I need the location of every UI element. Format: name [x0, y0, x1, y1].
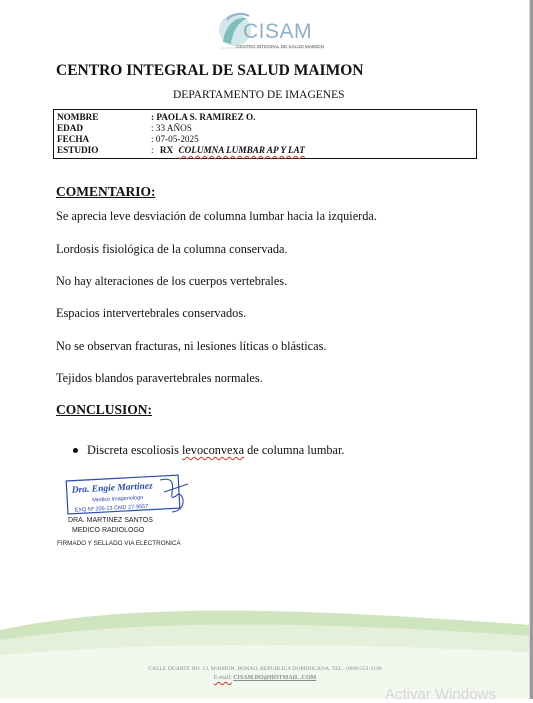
bullet-icon	[73, 448, 78, 453]
comentario-heading: COMENTARIO:	[56, 184, 156, 199]
footer-email[interactable]: CISAM.DO@HOTMAIL .COM	[233, 675, 317, 681]
nombre-value: : PAOLA S. RAMIREZ O.	[151, 112, 256, 122]
stamp-name: Dra. Engie Martinez	[71, 481, 153, 496]
windows-activation-watermark: Activar Windows	[385, 686, 496, 703]
stamp-exq: EXQ Nº 206-13 CMD 27-9557	[74, 503, 149, 514]
stamp-role: Medico Imagenologo	[92, 494, 144, 504]
footer-email-line	[0, 675, 530, 681]
fecha-value: : 07-05-2025	[151, 134, 199, 144]
doctor-name: DRA. MARTINEZ SANTOS	[68, 517, 153, 524]
footer-email-prefix: E-mail:	[213, 675, 232, 681]
signature-scribble-icon	[160, 479, 188, 512]
nombre-label: NOMBRE	[57, 112, 99, 122]
edad-value: : 33 AÑOS	[151, 123, 192, 133]
comentario-line-5: No se observan fracturas, ni lesiones líticas o blásticas.	[56, 339, 327, 353]
comentario-line-3: No hay alteraciones de los cuerpos vertebrales.	[56, 274, 288, 288]
footer-wave	[0, 600, 530, 699]
department-label: DEPARTAMENTO DE IMAGENES	[173, 89, 345, 101]
conclusion-bullet	[87, 443, 344, 458]
estudio-code: RX	[159, 145, 174, 155]
patient-info-box	[53, 109, 477, 159]
fecha-label: FECHA	[57, 134, 90, 144]
footer-address: CALLE DUARTE NO. 13, MAIMÓN, BONAO, REPUBLICA DOMINICANA, TEL.: (809)-551-2196	[148, 666, 382, 672]
conclusion-text-post: de columna lumbar.	[244, 443, 345, 457]
estudio-label: ESTUDIO	[57, 145, 99, 155]
page-title: CENTRO INTEGRAL DE SALUD MAIMON	[56, 62, 364, 79]
estudio-value-group	[151, 145, 305, 155]
conclusion-text-pre: Discreta escoliosis	[87, 443, 182, 457]
comentario-line-2: Lordosis fisiológica de la columna conservada.	[56, 242, 288, 256]
conclusion-text-word: levoconvexa	[181, 443, 245, 457]
estudio-value: COLUMNA LUMBAR AP Y LAT	[178, 145, 305, 155]
comentario-line-1: Se aprecia leve desviación de columna lumbar hacia la izquierda.	[56, 209, 377, 223]
logo-subtitle: CENTRO INTEGRAL DE SALUD MAIMON	[236, 44, 324, 49]
doctor-stamp	[64, 474, 194, 516]
comentario-line-6: Tejidos blandos paravertebrales normales.	[56, 371, 263, 385]
doctor-role: MEDICO RADIOLOGO	[72, 527, 145, 534]
conclusion-heading: CONCLUSION:	[56, 402, 153, 417]
signature-note: FIRMADO Y SELLADO VIA ELECTRONICA	[57, 540, 181, 547]
edad-label: EDAD	[57, 123, 84, 133]
logo-name: CISAM	[243, 20, 313, 43]
estudio-prefix: :	[151, 145, 154, 155]
comentario-line-4: Espacios intervertebrales conservados.	[56, 306, 247, 320]
